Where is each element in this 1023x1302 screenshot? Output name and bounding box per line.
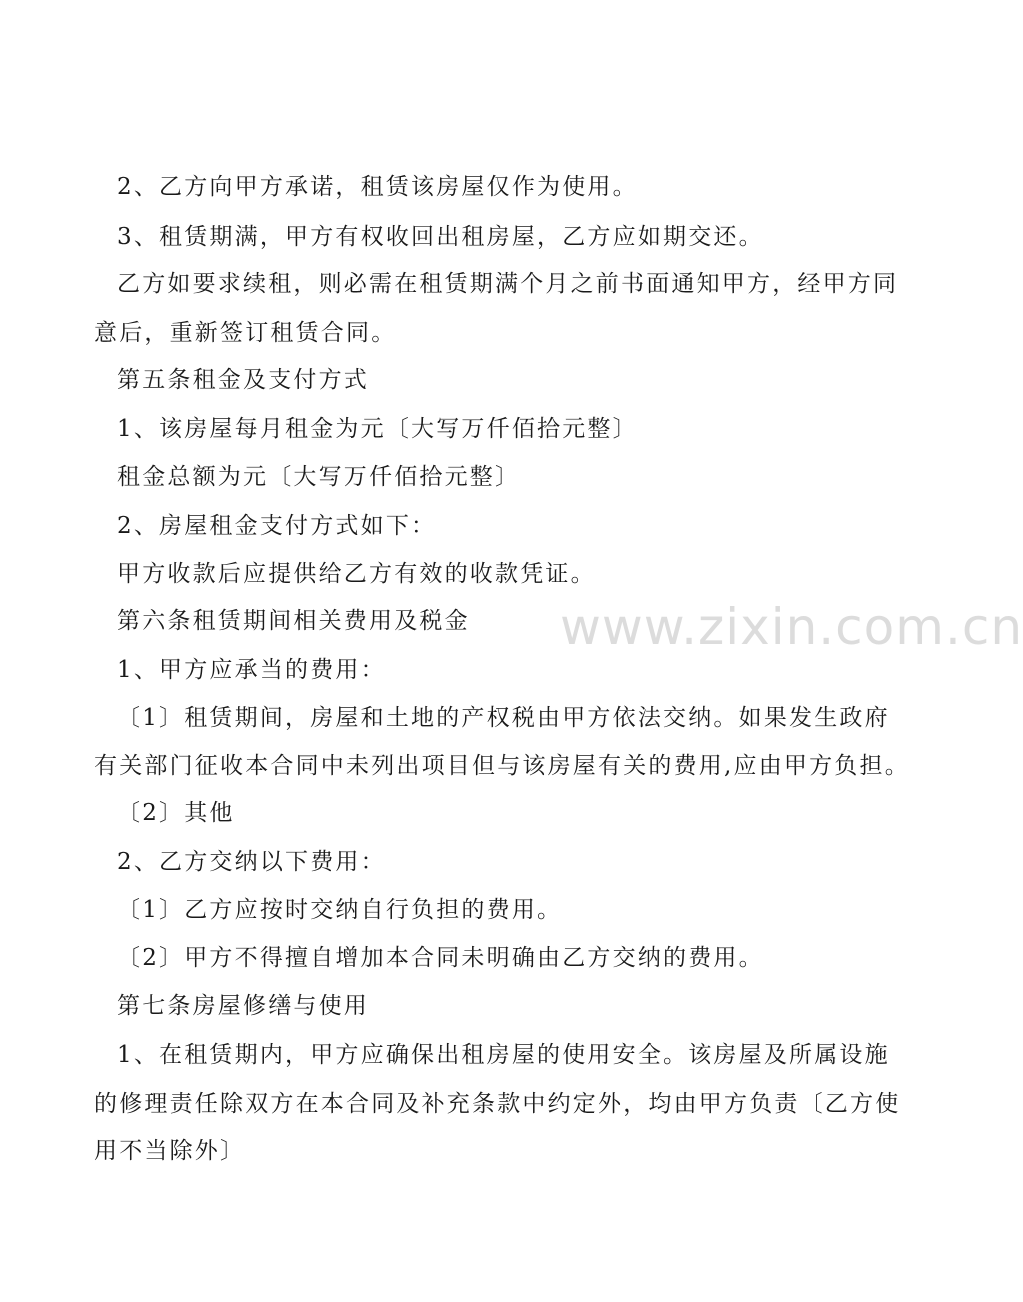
section-heading: 第七条房屋修缮与使用	[117, 993, 369, 1019]
text-line: 1、甲方应承当的费用：	[117, 657, 386, 683]
watermark-text: www.zixin.com.cn	[560, 598, 1023, 656]
text-line: 〔1〕租赁期间，房屋和土地的产权税由甲方依法交纳。如果发生政府	[117, 705, 890, 731]
text-line: 甲方收款后应提供给乙方有效的收款凭证。	[117, 561, 596, 587]
text-line: 1、在租赁期内，甲方应确保出租房屋的使用安全。该房屋及所属设施	[117, 1042, 890, 1068]
text-line: 有关部门征收本合同中未列出项目但与该房屋有关的费用,应由甲方负担。	[94, 753, 910, 779]
text-line: 〔2〕其他	[117, 800, 235, 826]
text-line: 的修理责任除双方在本合同及补充条款中约定外，均由甲方负责〔乙方使	[94, 1091, 901, 1117]
text-line: 2、乙方向甲方承诺，租赁该房屋仅作为使用。	[117, 174, 638, 200]
text-line: 〔2〕甲方不得擅自增加本合同未明确由乙方交纳的费用。	[117, 945, 764, 971]
text-line: 3、租赁期满，甲方有权收回出租房屋，乙方应如期交还。	[117, 224, 764, 250]
text-line: 用不当除外〕	[94, 1138, 246, 1164]
text-line: 租金总额为元〔大写万仟佰拾元整〕	[117, 464, 521, 490]
text-line: 2、房屋租金支付方式如下：	[117, 513, 437, 539]
text-line: 2、乙方交纳以下费用：	[117, 849, 386, 875]
text-line: 意后，重新签订租赁合同。	[94, 320, 397, 346]
text-line: 乙方如要求续租，则必需在租赁期满个月之前书面通知甲方，经甲方同	[117, 271, 899, 297]
section-heading: 第五条租金及支付方式	[117, 367, 369, 393]
text-line: 〔1〕乙方应按时交纳自行负担的费用。	[117, 897, 563, 923]
section-heading: 第六条租赁期间相关费用及税金	[117, 608, 470, 634]
text-line: 1、该房屋每月租金为元〔大写万仟佰拾元整〕	[117, 416, 638, 442]
